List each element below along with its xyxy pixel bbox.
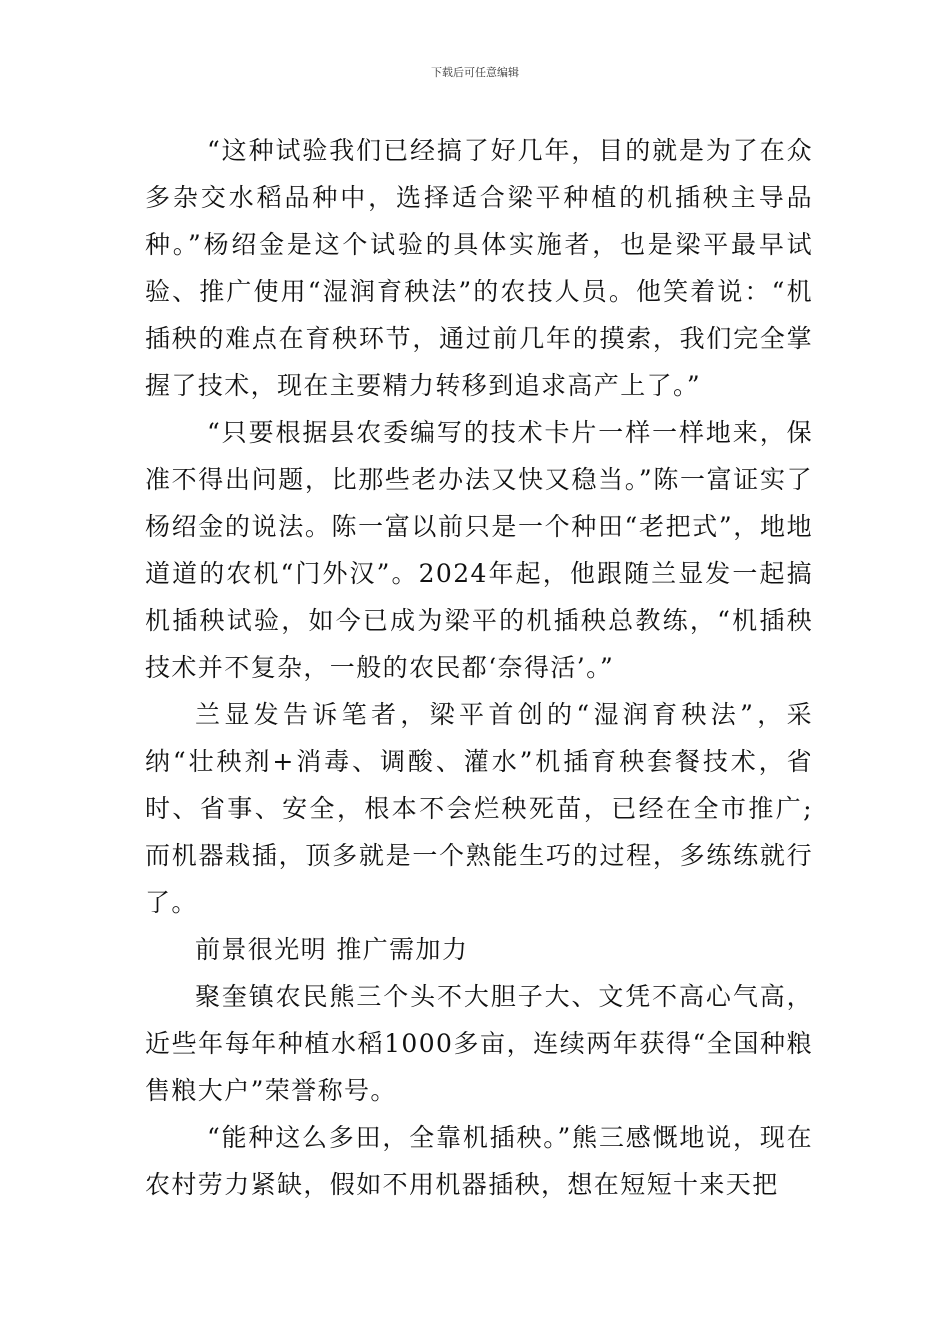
section-heading: 前景很光明 推广需加力 <box>195 935 469 964</box>
paragraph-lan-xianfa: 兰显发告诉笔者，梁平首创的“湿润育秧法”，采纳“壮秧剂+消毒、调酸、灌水”机插育秧套餐技术，省时、省事、安全，根本不会烂秧死苗，已经在全市推广;而机器栽插，顶多就是一个熟能生巧的过程，多练练就行了。 <box>145 700 813 917</box>
article-body <box>145 127 813 1208</box>
paragraph-chen-yifu: “只要根据县农委编写的技术卡片一样一样地来，保准不得出问题，比那些老办法又快又稳当。”陈一富证实了杨绍金的说法。陈一富以前只是一个种田“老把式”，地地道道的农机“门外汉”。2024年起，他跟随兰显发一起搞机插秧试验，如今已成为梁平的机插秧总教练，“机插秧技术并不复杂，一般的农民都‘奈得活’。” <box>145 418 813 682</box>
paragraph-trial: “这种试验我们已经搞了好几年，目的就是为了在众多杂交水稻品种中，选择适合梁平种植的机插秧主导品种。”杨绍金是这个试验的具体实施者，也是梁平最早试验、推广使用“湿润育秧法”的农技人员。他笑着说：“机插秧的难点在育秧环节，通过前几年的摸索，我们完全掌握了技术，现在主要精力转移到追求高产上了。” <box>145 136 813 400</box>
page-header: 下载后可任意编辑 <box>431 66 519 79</box>
paragraph-quote: “能种这么多田，全靠机插秧。”熊三感慨地说，现在农村劳力紧缺，假如不用机器插秧，想在短短十来天把 <box>145 1123 813 1199</box>
paragraph-xiong-san: 聚奎镇农民熊三个头不大胆子大、文凭不高心气高，近些年每年种植水稻1000多亩，连续两年获得“全国种粮售粮大户”荣誉称号。 <box>145 982 813 1105</box>
